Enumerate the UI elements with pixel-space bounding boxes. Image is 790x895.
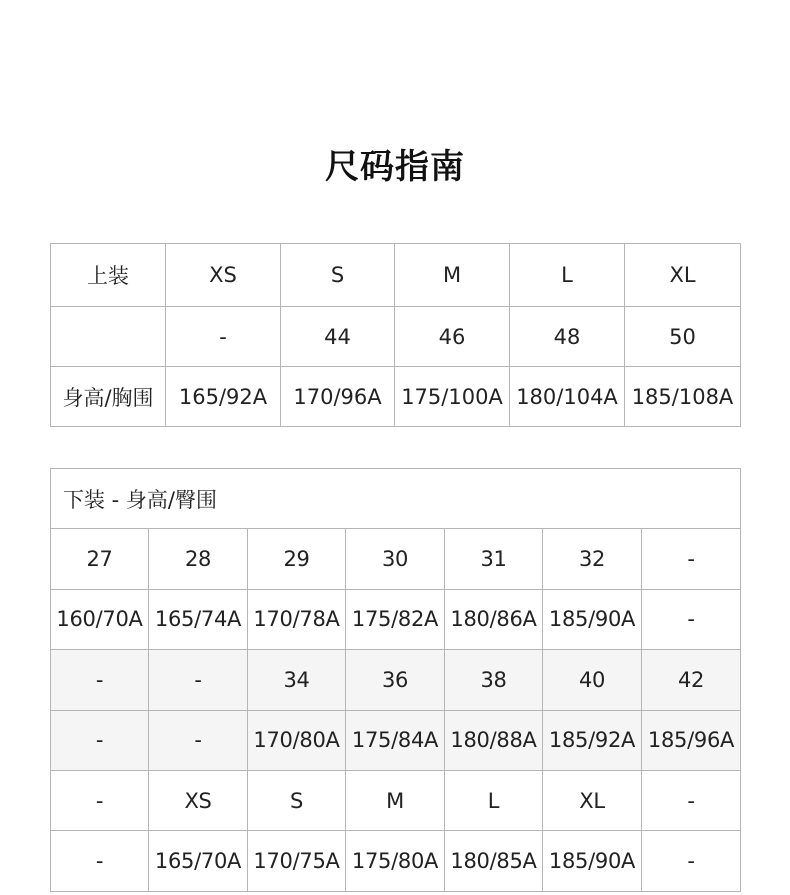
table-row xyxy=(51,589,741,649)
table-cell: 165/92A xyxy=(166,367,281,427)
table-cell: - xyxy=(51,831,149,891)
table-cell: 28 xyxy=(149,529,248,589)
table-cell: 180/86A xyxy=(445,589,543,649)
table-cell: XS xyxy=(149,770,248,830)
table-cell: 44 xyxy=(281,307,395,367)
table-row xyxy=(51,831,741,891)
table-cell: - xyxy=(642,770,741,830)
table-cell: L xyxy=(445,770,543,830)
page-title: 尺码指南 xyxy=(325,147,465,187)
table-cell: 170/96A xyxy=(281,367,395,427)
table-cell: S xyxy=(248,770,346,830)
table-cell: 185/90A xyxy=(543,589,642,649)
table-cell: - xyxy=(642,589,741,649)
table-row xyxy=(51,770,741,830)
table-cell: 38 xyxy=(445,650,543,710)
table-cell: 175/84A xyxy=(346,710,445,770)
table-cell: 46 xyxy=(395,307,510,367)
size-label-m: M xyxy=(395,244,510,307)
table-cell: - xyxy=(51,650,149,710)
tops-size-table xyxy=(50,243,741,427)
table-cell: 180/104A xyxy=(510,367,625,427)
tops-header-row xyxy=(51,244,741,307)
table-cell: 50 xyxy=(625,307,741,367)
table-cell: 175/82A xyxy=(346,589,445,649)
table-cell: 29 xyxy=(248,529,346,589)
size-label-xl: XL xyxy=(625,244,741,307)
table-cell: 165/70A xyxy=(149,831,248,891)
table-cell: - xyxy=(642,529,741,589)
tops-category-label: 上装 xyxy=(51,244,166,307)
table-cell: 185/96A xyxy=(642,710,741,770)
table-cell: 160/70A xyxy=(51,589,149,649)
table-cell: 48 xyxy=(510,307,625,367)
table-cell: - xyxy=(149,710,248,770)
table-cell: 175/80A xyxy=(346,831,445,891)
size-label-l: L xyxy=(510,244,625,307)
table-cell: 31 xyxy=(445,529,543,589)
bottoms-header-row xyxy=(51,469,741,529)
row-label-height-chest: 身高/胸围 xyxy=(51,367,166,427)
table-cell: - xyxy=(51,710,149,770)
table-cell: 175/100A xyxy=(395,367,510,427)
table-cell: 40 xyxy=(543,650,642,710)
bottoms-table-title: 下装 - 身高/臀围 xyxy=(51,469,741,529)
table-cell: 185/108A xyxy=(625,367,741,427)
table-cell: 185/92A xyxy=(543,710,642,770)
table-cell: 185/90A xyxy=(543,831,642,891)
table-cell: 170/80A xyxy=(248,710,346,770)
table-cell: M xyxy=(346,770,445,830)
table-cell: 165/74A xyxy=(149,589,248,649)
table-row xyxy=(51,529,741,589)
bottoms-size-table xyxy=(50,468,741,892)
size-label-s: S xyxy=(281,244,395,307)
table-cell: - xyxy=(51,770,149,830)
tops-height-chest-row xyxy=(51,367,741,427)
table-cell: - xyxy=(149,650,248,710)
tops-eu-size-row xyxy=(51,307,741,367)
table-cell: 30 xyxy=(346,529,445,589)
table-cell: 42 xyxy=(642,650,741,710)
table-cell: 170/75A xyxy=(248,831,346,891)
table-row xyxy=(51,650,741,710)
table-row xyxy=(51,710,741,770)
table-cell: XL xyxy=(543,770,642,830)
table-cell: 36 xyxy=(346,650,445,710)
table-cell: 180/85A xyxy=(445,831,543,891)
table-cell: - xyxy=(166,307,281,367)
size-label-xs: XS xyxy=(166,244,281,307)
table-cell: 32 xyxy=(543,529,642,589)
table-cell: - xyxy=(642,831,741,891)
table-cell: 34 xyxy=(248,650,346,710)
table-cell xyxy=(51,307,166,367)
table-cell: 27 xyxy=(51,529,149,589)
table-cell: 180/88A xyxy=(445,710,543,770)
table-cell: 170/78A xyxy=(248,589,346,649)
